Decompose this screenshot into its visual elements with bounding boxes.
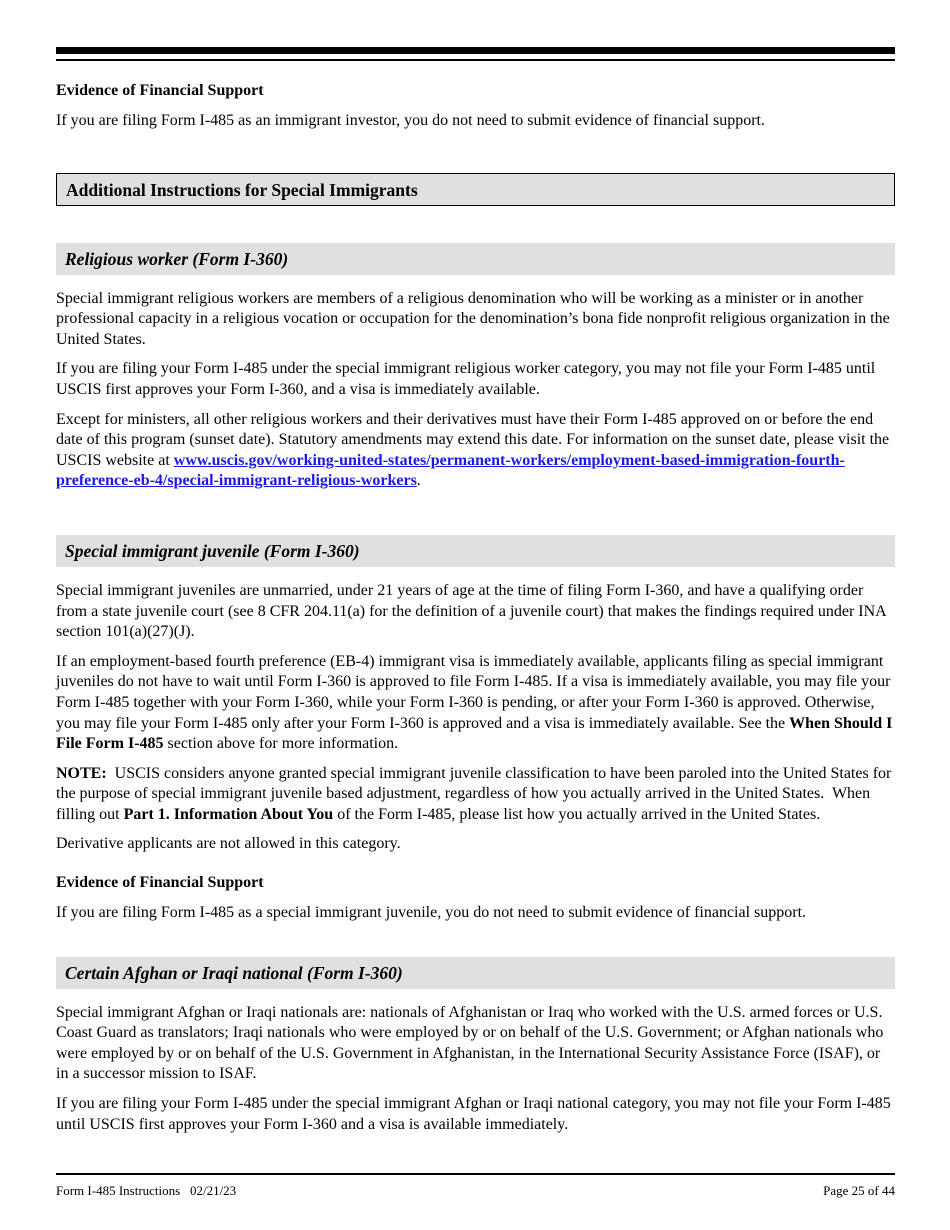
note-bold: Part 1. Information About You xyxy=(123,805,334,823)
religious-p3 xyxy=(56,410,895,492)
evidence-text: If you are filing Form I-485 as an immigrant investor, you do not need to submit evidence of financial support. xyxy=(56,112,765,129)
top-rule-thin xyxy=(56,59,895,61)
page-content xyxy=(56,78,895,1135)
evidence-heading: Evidence of Financial Support xyxy=(56,82,264,99)
religious-p2: If you are filing your Form I-485 under the special immigrant religious worker category, you may not file your Form I-485 until USCIS first approves your Form I-360, and a visa is immediately available. xyxy=(56,360,876,398)
juvenile-note xyxy=(56,764,895,826)
afghan-p2: If you are filing your Form I-485 under the special immigrant Afghan or Iraqi national category, you may not file your Form I-485 until USCIS first approves your Form I-360 and a visa is available immediately. xyxy=(56,1095,891,1133)
juvenile-p2-bold: When Should I File Form I-485 xyxy=(56,714,893,753)
religious-p3-end: . xyxy=(416,472,421,490)
juvenile-p2-end: section above for more information. xyxy=(163,735,399,753)
religious-p1: Special immigrant religious workers are members of a religious denomination who will be working as a minister or in another professional capacity in a religious vocation or occupation for the denomination’s bona fide nonprofit religious organization in the United States. xyxy=(56,289,890,348)
juvenile-evidence-heading: Evidence of Financial Support xyxy=(56,874,264,892)
footer-form-info: Form I-485 Instructions 02/21/23 xyxy=(56,1183,237,1198)
note-end: of the Form I-485, please list how you actually arrived in the United States. xyxy=(333,805,821,823)
religious-worker-header: Religious worker (Form I-360) xyxy=(56,243,895,275)
footer-page-number: Page 25 of 44 xyxy=(823,1183,895,1198)
juvenile-evidence-text: If you are filing Form I-485 as a special immigrant juvenile, you do not need to submit evidence of financial support. xyxy=(56,904,807,922)
note-text: USCIS considers anyone granted special immigrant juvenile classification to have been paroled into the United States for the purpose of special immigrant juvenile based adjustment, regardless of how you actually arrived in the United States. When filling out xyxy=(56,764,896,823)
top-rule-thick xyxy=(56,47,895,54)
juvenile-p4: Derivative applicants are not allowed in this category. xyxy=(56,835,401,853)
afghan-p1: Special immigrant Afghan or Iraqi nationals are: nationals of Afghanistan or Iraq who worked with the U.S. armed forces or U.S. Coast Guard as translators; Iraqi nationals who were employed by or on behalf of the U.S. Government; or Afghan nationals who were employed by or on behalf of the U.S. Government in Afghanistan, in the International Security Assistance Force (ISAF), or in a successor mission to ISAF. xyxy=(56,1003,884,1083)
juvenile-p2 xyxy=(56,652,895,755)
footer-rule xyxy=(56,1173,895,1175)
afghan-iraqi-header: Certain Afghan or Iraqi national (Form I-360) xyxy=(56,957,895,989)
uscis-religious-workers-link[interactable]: www.uscis.gov/working-united-states/permanent-workers/employment-based-immigration-fourth-preference-eb-4/special-immigrant-religious-workers xyxy=(56,451,845,490)
juvenile-p2-text: If an employment-based fourth preference (EB-4) immigrant visa is immediately available, applicants filing as special immigrant juveniles do not have to wait until Form I-360 is approved to file Form I-485. If a visa is immediately available, you may file your Form I-485 together with your Form I-360, while your Form I-360 is pending, or after your Form I-360 is approved. Otherwise, you may file your Form I-485 only after your Form I-360 is approved and a visa is immediately available. See the xyxy=(56,652,891,732)
main-section-header: Additional Instructions for Special Immigrants xyxy=(56,173,895,206)
juvenile-p1: Special immigrant juveniles are unmarried, under 21 years of age at the time of filing Form I-360, and have a qualifying order from a state juvenile court (see 8 CFR 204.11(a) for the definition of a juvenile court) that makes the findings required under INA section 101(a)(27)(J). xyxy=(56,581,886,641)
note-label: NOTE: xyxy=(56,764,107,782)
religious-p3-text: Except for ministers, all other religious workers and their derivatives must have their Form I-485 approved on or before the end date of this program (sunset date). Statutory amendments may extend this date. For information on the sunset date, please visit the USCIS website at xyxy=(56,410,890,469)
juvenile-header: Special immigrant juvenile (Form I-360) xyxy=(56,535,895,567)
